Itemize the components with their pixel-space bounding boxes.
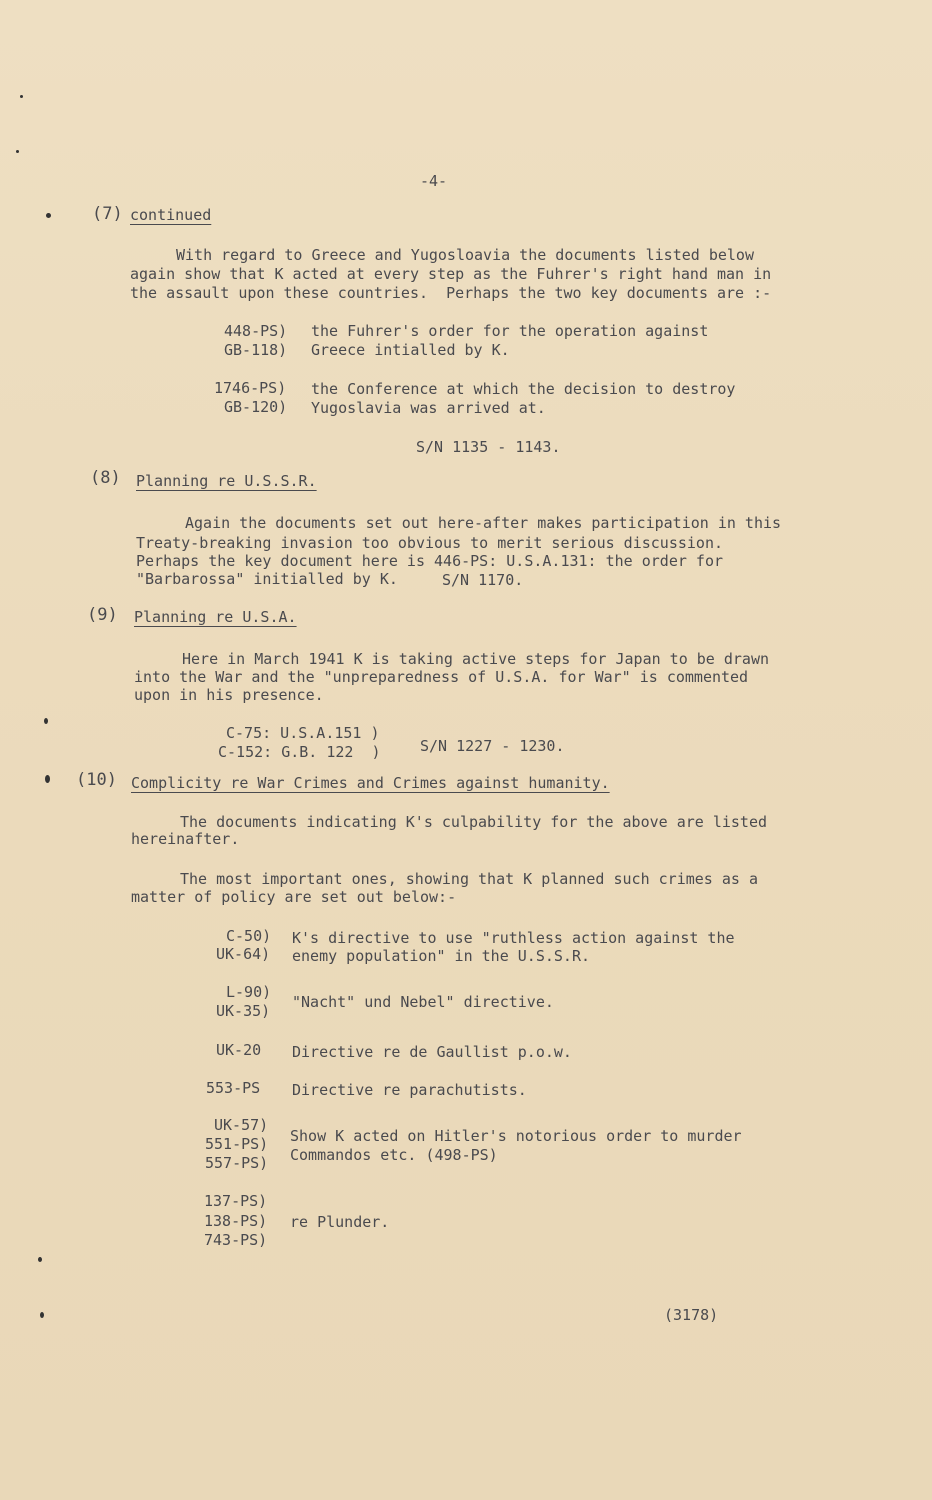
scan-speck <box>20 95 23 98</box>
document-reference-number: (3178) <box>664 1306 719 1324</box>
section-9-reference: S/N 1227 - 1230. <box>420 737 565 755</box>
section-9-heading: Planning re U.S.A. <box>134 608 297 626</box>
section-7-heading: continued <box>130 206 212 224</box>
section-8-reference: S/N 1170. <box>442 571 524 589</box>
section-7-number: (7) <box>92 204 123 224</box>
scan-speck <box>44 718 48 724</box>
document-page: -4- (7) continued With regard to Greece and Yugosloavia the documents listed below again show that K acted at every step as the Fuhrer's right hand man in the assault upon these countries. Perhaps the two key documents are :- 448-PS) GB-118) the Fuhrer's order for the operation against Greece intialled by K. 1746-PS) GB-120) the Conference at which the decision to destroy Yugoslavia was arrived at. S/N 1135 - 1143. (8) Planning re U.S.S.R. Again the documents set out here-after makes participation in this Treaty-breaking invasion too obvious to merit serious discussion. Perhaps the key document here is 446-PS: U.S.A.131: the order for "Barbarossa" initialled by K. S/N 1170. (9) Planning re U.S.A. Here in March 1941 K is taking active steps for Japan to be drawn into the War and the "unpreparedness of U.S.A. for War" is commented upon in his presence. C-75: U.S.A.151 ) C-152: G.B. 122 ) S/N 1227 - 1230. (10) Complicity re War Crimes and Crimes against humanity. The documents indicating K's culpability for the above are listed hereinafter. The most important ones, showing that K planned such crimes as a matter of policy are set out below:- C-50) UK-64) K's directive to use "ruthless action against the enemy population" in the U.S.S.R. L-90) UK-35) "Nacht" und Nebel" directive. UK-20 Directive re de Gaullist p.o.w. 553-PS Directive re parachutists. UK-57) 551-PS) 557-PS) Show K acted on Hitler's notorious order to murder Commandos etc. (498-PS) 137-PS) 138-PS) 743-PS) re Plunder. (3178) <box>0 0 932 1500</box>
section-10-number: (10) <box>76 770 117 790</box>
scan-speck <box>38 1257 42 1262</box>
scan-speck <box>45 775 50 783</box>
scan-speck <box>46 213 51 218</box>
section-9-number: (9) <box>87 605 118 625</box>
section-7-reference: S/N 1135 - 1143. <box>416 438 561 456</box>
section-8-heading: Planning re U.S.S.R. <box>136 472 317 490</box>
page-number: -4- <box>420 172 448 190</box>
scan-speck <box>16 150 19 153</box>
section-8-number: (8) <box>90 468 121 488</box>
scan-speck <box>40 1312 44 1318</box>
section-10-heading: Complicity re War Crimes and Crimes against humanity. <box>131 774 610 792</box>
